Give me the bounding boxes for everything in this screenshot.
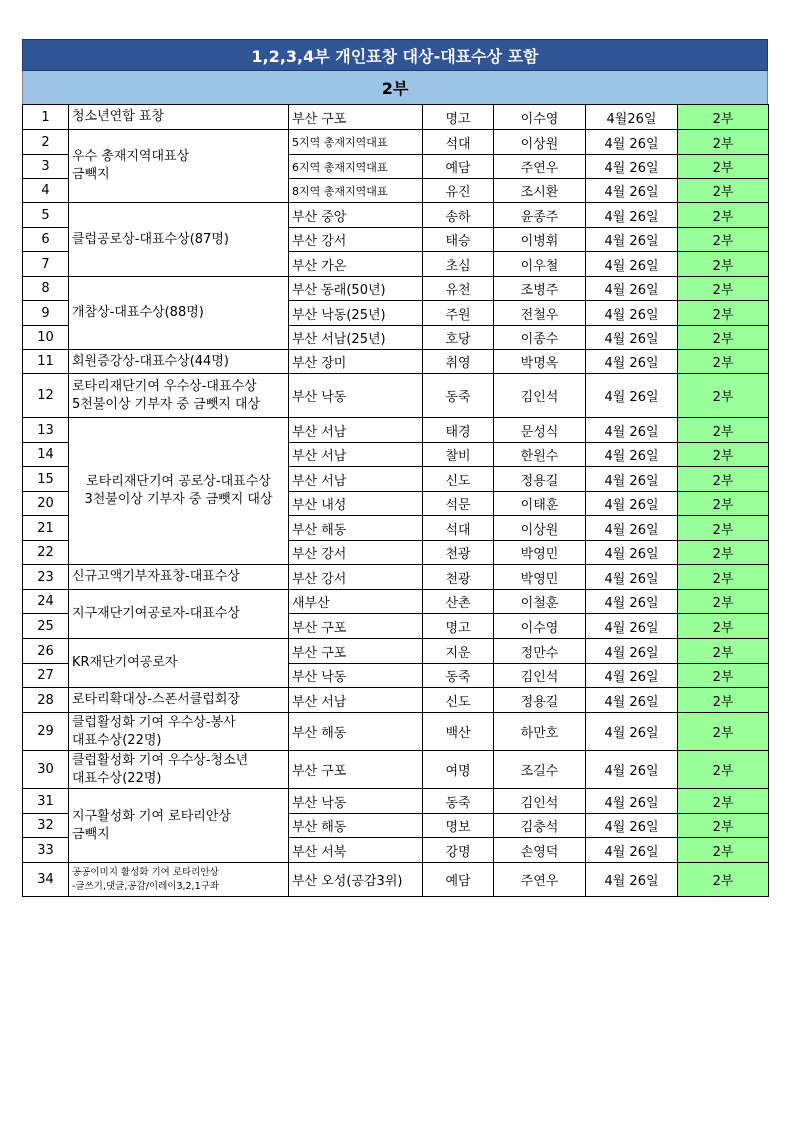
- session-part: 2부: [678, 350, 769, 374]
- rotarian-nickname: 산촌: [423, 590, 494, 614]
- award-date: 4월 26일: [586, 277, 678, 301]
- club-name: 부산 구포: [289, 751, 423, 789]
- award-name: [69, 350, 289, 374]
- rotarian-nickname: 여명: [423, 751, 494, 789]
- session-part: 2부: [678, 516, 769, 541]
- row-number: 15: [23, 467, 69, 492]
- row-number: 33: [23, 838, 69, 863]
- person-name: 조병주: [494, 277, 586, 301]
- person-name: 손영덕: [494, 838, 586, 863]
- award-name-line: 청소년연합 표창: [72, 109, 165, 124]
- session-part: 2부: [678, 789, 769, 814]
- person-name: 문성식: [494, 418, 586, 443]
- award-date: 4월 26일: [586, 130, 678, 155]
- session-part: 2부: [678, 130, 769, 155]
- rotarian-nickname: 태경: [423, 418, 494, 443]
- table-row: [23, 713, 769, 751]
- club-name: 부산 서남: [289, 467, 423, 492]
- club-name: 부산 해동: [289, 516, 423, 541]
- person-name: 이우철: [494, 252, 586, 277]
- person-name: 이병휘: [494, 228, 586, 252]
- award-date: 4월 26일: [586, 688, 678, 713]
- person-name: 이수영: [494, 614, 586, 639]
- award-name: [69, 105, 289, 130]
- rotarian-nickname: 동죽: [423, 789, 494, 814]
- person-name: 박명옥: [494, 350, 586, 374]
- rotarian-nickname: 동죽: [423, 374, 494, 418]
- award-name-line: 로타리재단기여 공로상-대표수상: [86, 474, 271, 489]
- session-part: 2부: [678, 639, 769, 664]
- row-number: 21: [23, 516, 69, 541]
- award-date: 4월 26일: [586, 863, 678, 897]
- row-number: 25: [23, 614, 69, 639]
- award-name-line: 금빽지: [72, 167, 110, 182]
- row-number: 9: [23, 301, 69, 326]
- sheet-title: 1,2,3,4부 개인표창 대상-대표수상 포함: [22, 39, 768, 71]
- club-name: 6지역 총재지역대표: [289, 155, 423, 179]
- rotarian-nickname: 명고: [423, 105, 494, 130]
- award-date: 4월 26일: [586, 664, 678, 688]
- award-date: 4월 26일: [586, 789, 678, 814]
- club-name: 부산 낙동: [289, 374, 423, 418]
- award-name: [69, 277, 289, 350]
- club-name: 부산 서남: [289, 418, 423, 443]
- session-part: 2부: [678, 277, 769, 301]
- rotarian-nickname: 동죽: [423, 664, 494, 688]
- club-name: 부산 강서: [289, 541, 423, 565]
- person-name: 김충석: [494, 814, 586, 838]
- row-number: 32: [23, 814, 69, 838]
- rotarian-nickname: 신도: [423, 467, 494, 492]
- session-part: 2부: [678, 155, 769, 179]
- club-name: 부산 동래(50년): [289, 277, 423, 301]
- award-name: [69, 203, 289, 277]
- session-part: 2부: [678, 664, 769, 688]
- rotarian-nickname: 명고: [423, 614, 494, 639]
- award-name-line: 3천불이상 기부자 중 금뺏지 대상: [84, 492, 273, 507]
- club-name: 부산 구포: [289, 105, 423, 130]
- person-name: 주연우: [494, 863, 586, 897]
- person-name: 한원수: [494, 443, 586, 467]
- table-row: [23, 863, 769, 897]
- award-date: 4월 26일: [586, 838, 678, 863]
- award-name-line: 우수 총재지역대표상: [72, 149, 190, 164]
- club-name: 부산 오성(공감3위): [289, 863, 423, 897]
- session-part: 2부: [678, 614, 769, 639]
- club-name: 부산 낙동: [289, 789, 423, 814]
- rotarian-nickname: 주원: [423, 301, 494, 326]
- rotarian-nickname: 천광: [423, 541, 494, 565]
- club-name: 부산 장미: [289, 350, 423, 374]
- rotarian-nickname: 명보: [423, 814, 494, 838]
- award-name-line: 공공이미지 활성화 기여 로타리안상: [72, 866, 219, 878]
- award-name-line: 지구재단기여공로자-대표수상: [72, 606, 240, 621]
- rotarian-nickname: 석문: [423, 492, 494, 516]
- person-name: 정용길: [494, 467, 586, 492]
- row-number: 31: [23, 789, 69, 814]
- award-date: 4월 26일: [586, 228, 678, 252]
- club-name: 부산 구포: [289, 639, 423, 664]
- person-name: 이수영: [494, 105, 586, 130]
- rotarian-nickname: 송하: [423, 203, 494, 228]
- award-date: 4월 26일: [586, 443, 678, 467]
- award-name: [69, 789, 289, 863]
- award-date: 4월 26일: [586, 326, 678, 350]
- club-name: 부산 강서: [289, 565, 423, 590]
- club-name: 부산 강서: [289, 228, 423, 252]
- row-number: 22: [23, 541, 69, 565]
- person-name: 김인석: [494, 789, 586, 814]
- award-name-line: 대표수상(22명): [72, 770, 162, 786]
- person-name: 정만수: [494, 639, 586, 664]
- person-name: 김인석: [494, 664, 586, 688]
- club-name: 새부산: [289, 590, 423, 614]
- session-part: 2부: [678, 688, 769, 713]
- session-part: 2부: [678, 565, 769, 590]
- award-sheet: [22, 39, 768, 897]
- session-part: 2부: [678, 590, 769, 614]
- row-number: 26: [23, 639, 69, 664]
- award-date: 4월 26일: [586, 418, 678, 443]
- rotarian-nickname: 태승: [423, 228, 494, 252]
- award-date: 4월 26일: [586, 639, 678, 664]
- award-date: 4월 26일: [586, 751, 678, 789]
- row-number: 6: [23, 228, 69, 252]
- session-part: 2부: [678, 541, 769, 565]
- award-name: [69, 374, 289, 418]
- row-number: 10: [23, 326, 69, 350]
- person-name: 전철우: [494, 301, 586, 326]
- club-name: 8지역 총재지역대표: [289, 179, 423, 203]
- award-date: 4월 26일: [586, 492, 678, 516]
- award-table-body: [23, 105, 769, 897]
- person-name: 김인석: [494, 374, 586, 418]
- award-name-line: -글쓰기,댓글,공감/이레이3,2,1구좌: [72, 880, 219, 892]
- award-name-line: KR재단기여공로자: [72, 655, 178, 670]
- person-name: 조길수: [494, 751, 586, 789]
- session-part: 2부: [678, 467, 769, 492]
- row-number: 28: [23, 688, 69, 713]
- person-name: 주연우: [494, 155, 586, 179]
- award-date: 4월 26일: [586, 155, 678, 179]
- rotarian-nickname: 신도: [423, 688, 494, 713]
- row-number: 12: [23, 374, 69, 418]
- sheet-subtitle: 2부: [22, 71, 768, 104]
- person-name: 이태훈: [494, 492, 586, 516]
- award-name: [69, 565, 289, 590]
- table-row: [23, 751, 769, 789]
- rotarian-nickname: 호당: [423, 326, 494, 350]
- session-part: 2부: [678, 179, 769, 203]
- session-part: 2부: [678, 751, 769, 789]
- award-name-line: 클럽활성화 기여 우수상-봉사: [72, 714, 236, 730]
- rotarian-nickname: 지운: [423, 639, 494, 664]
- session-part: 2부: [678, 203, 769, 228]
- session-part: 2부: [678, 713, 769, 751]
- table-row: [23, 590, 769, 614]
- award-name-line: 대표수상(22명): [72, 732, 162, 748]
- rotarian-nickname: 취영: [423, 350, 494, 374]
- award-date: 4월 26일: [586, 713, 678, 751]
- session-part: 2부: [678, 418, 769, 443]
- award-date: 4월 26일: [586, 467, 678, 492]
- award-date: 4월 26일: [586, 350, 678, 374]
- table-row: [23, 203, 769, 228]
- row-number: 24: [23, 590, 69, 614]
- award-name-line: 클럽활성화 기여 우수상-청소년: [72, 752, 249, 768]
- table-row: [23, 789, 769, 814]
- award-name-line: 5천불이상 기부자 중 금뺏지 대상: [72, 396, 261, 412]
- row-number: 5: [23, 203, 69, 228]
- rotarian-nickname: 초심: [423, 252, 494, 277]
- club-name: 부산 중앙: [289, 203, 423, 228]
- club-name: 부산 서남: [289, 688, 423, 713]
- award-date: 4월 26일: [586, 301, 678, 326]
- table-row: [23, 565, 769, 590]
- session-part: 2부: [678, 838, 769, 863]
- award-date: 4월 26일: [586, 814, 678, 838]
- award-date: 4월 26일: [586, 179, 678, 203]
- award-date: 4월 26일: [586, 590, 678, 614]
- person-name: 정용길: [494, 688, 586, 713]
- row-number: 7: [23, 252, 69, 277]
- club-name: 부산 서남(25년): [289, 326, 423, 350]
- club-name: 5지역 총재지역대표: [289, 130, 423, 155]
- club-name: 부산 내성: [289, 492, 423, 516]
- award-name-line: 회원증강상-대표수상(44명): [72, 353, 229, 369]
- rotarian-nickname: 예담: [423, 863, 494, 897]
- club-name: 부산 서남: [289, 443, 423, 467]
- award-date: 4월 26일: [586, 203, 678, 228]
- person-name: 박영민: [494, 541, 586, 565]
- row-number: 34: [23, 863, 69, 897]
- session-part: 2부: [678, 301, 769, 326]
- rotarian-nickname: 예담: [423, 155, 494, 179]
- session-part: 2부: [678, 326, 769, 350]
- person-name: 이상원: [494, 130, 586, 155]
- rotarian-nickname: 찰비: [423, 443, 494, 467]
- club-name: 부산 낙동(25년): [289, 301, 423, 326]
- award-date: 4월 26일: [586, 541, 678, 565]
- award-date: 4월 26일: [586, 565, 678, 590]
- row-number: 8: [23, 277, 69, 301]
- award-name-line: 로타리확대상-스폰서클럽회장: [72, 692, 240, 707]
- row-number: 29: [23, 713, 69, 751]
- award-name-line: 지구활성화 기여 로타리안상: [72, 808, 231, 824]
- session-part: 2부: [678, 105, 769, 130]
- row-number: 2: [23, 130, 69, 155]
- table-row: [23, 130, 769, 155]
- rotarian-nickname: 유천: [423, 277, 494, 301]
- row-number: 3: [23, 155, 69, 179]
- award-name: [69, 751, 289, 789]
- person-name: 이철훈: [494, 590, 586, 614]
- award-name-line: 클럽공로상-대표수상(87명): [72, 231, 229, 247]
- row-number: 13: [23, 418, 69, 443]
- rotarian-nickname: 석대: [423, 516, 494, 541]
- club-name: 부산 서북: [289, 838, 423, 863]
- rotarian-nickname: 석대: [423, 130, 494, 155]
- award-name: [69, 130, 289, 203]
- rotarian-nickname: 천광: [423, 565, 494, 590]
- award-name-line: 신규고액기부자표창-대표수상: [72, 569, 240, 584]
- session-part: 2부: [678, 252, 769, 277]
- club-name: 부산 가온: [289, 252, 423, 277]
- session-part: 2부: [678, 492, 769, 516]
- session-part: 2부: [678, 228, 769, 252]
- award-date: 4월 26일: [586, 374, 678, 418]
- award-name: [69, 688, 289, 713]
- club-name: 부산 구포: [289, 614, 423, 639]
- award-name: [69, 713, 289, 751]
- person-name: 이상원: [494, 516, 586, 541]
- table-row: [23, 350, 769, 374]
- row-number: 27: [23, 664, 69, 688]
- person-name: 이종수: [494, 326, 586, 350]
- row-number: 1: [23, 105, 69, 130]
- award-name-line: 개참상-대표수상(88명): [72, 305, 204, 320]
- award-date: 4월 26일: [586, 252, 678, 277]
- row-number: 20: [23, 492, 69, 516]
- session-part: 2부: [678, 863, 769, 897]
- table-row: [23, 105, 769, 130]
- table-row: [23, 418, 769, 443]
- table-row: [23, 639, 769, 664]
- club-name: 부산 해동: [289, 713, 423, 751]
- person-name: 윤종주: [494, 203, 586, 228]
- award-name: [69, 863, 289, 897]
- award-name: [69, 639, 289, 688]
- row-number: 11: [23, 350, 69, 374]
- rotarian-nickname: 강명: [423, 838, 494, 863]
- award-name-line: 로타리재단기여 우수상-대표수상: [72, 378, 257, 394]
- award-date: 4월 26일: [586, 614, 678, 639]
- table-row: [23, 688, 769, 713]
- club-name: 부산 해동: [289, 814, 423, 838]
- rotarian-nickname: 백산: [423, 713, 494, 751]
- award-date: 4월 26일: [586, 516, 678, 541]
- session-part: 2부: [678, 443, 769, 467]
- session-part: 2부: [678, 814, 769, 838]
- award-name-line: 금빽지: [72, 826, 110, 842]
- person-name: 하만호: [494, 713, 586, 751]
- row-number: 4: [23, 179, 69, 203]
- award-name: [69, 418, 289, 565]
- person-name: 조시환: [494, 179, 586, 203]
- row-number: 14: [23, 443, 69, 467]
- row-number: 30: [23, 751, 69, 789]
- award-name: [69, 590, 289, 639]
- person-name: 박영민: [494, 565, 586, 590]
- club-name: 부산 낙동: [289, 664, 423, 688]
- award-table: [22, 104, 769, 897]
- table-row: [23, 277, 769, 301]
- row-number: 23: [23, 565, 69, 590]
- award-date: 4월26일: [586, 105, 678, 130]
- session-part: 2부: [678, 374, 769, 418]
- rotarian-nickname: 유진: [423, 179, 494, 203]
- table-row: [23, 374, 769, 418]
